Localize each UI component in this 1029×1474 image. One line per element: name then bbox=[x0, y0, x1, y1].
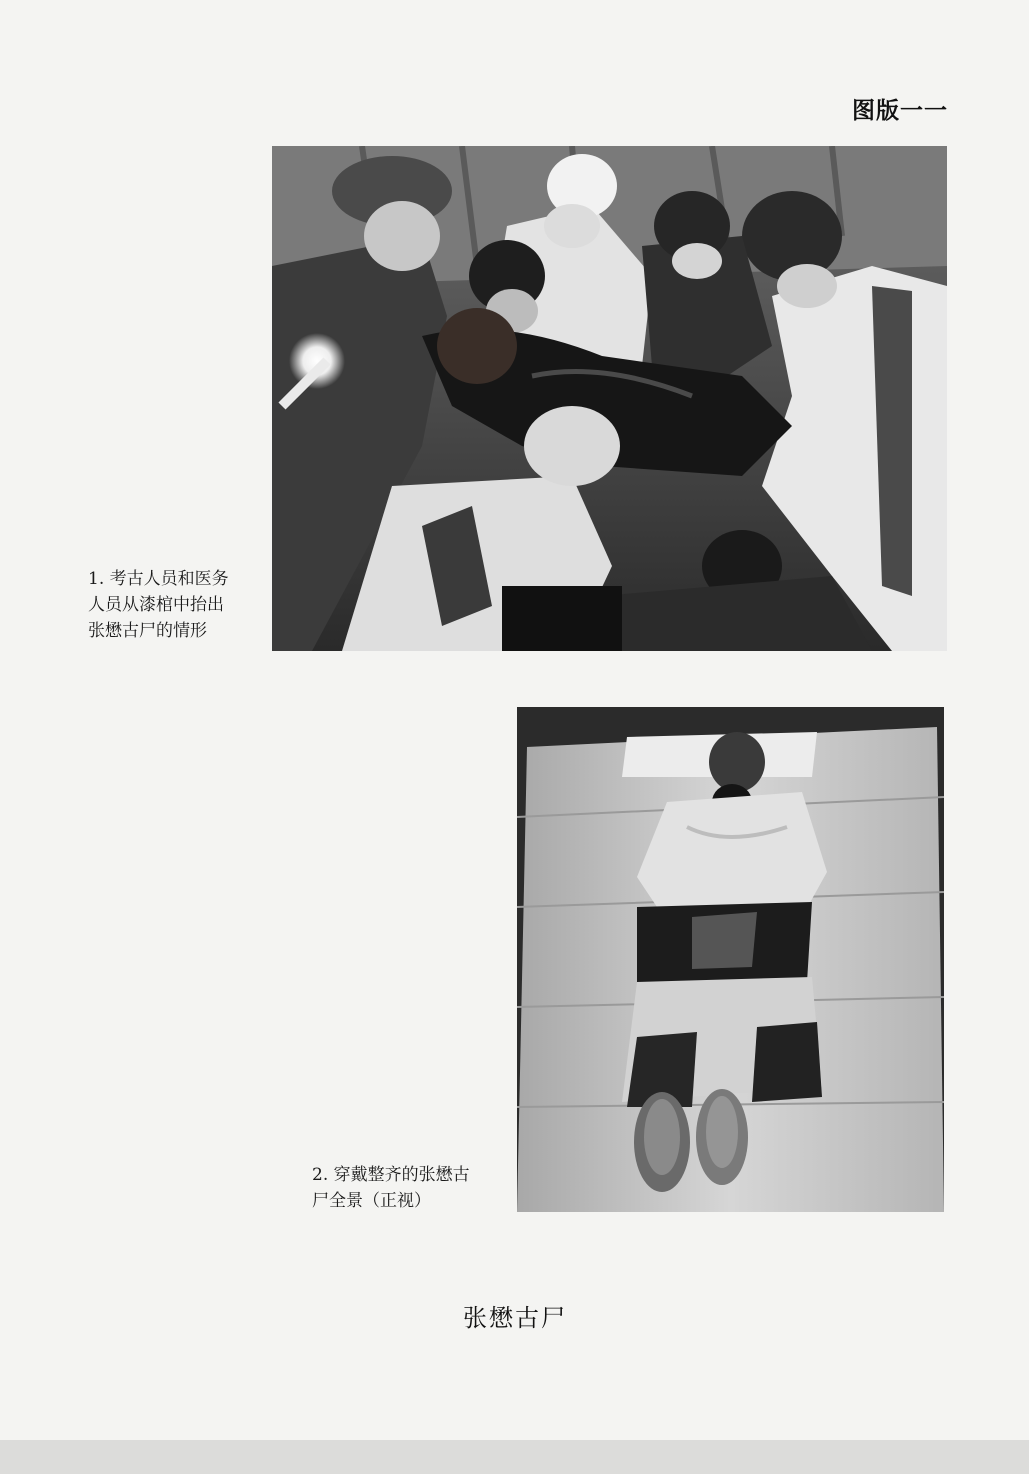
photo-excavation-scene bbox=[272, 146, 947, 651]
page-title: 张懋古尸 bbox=[463, 1304, 567, 1332]
plate-number-label: 图版一一 bbox=[852, 98, 948, 124]
caption-line: 2. 穿戴整齐的张懋古 bbox=[312, 1165, 470, 1185]
caption-line: 1. 考古人员和医务 bbox=[88, 569, 229, 589]
caption-line: 尸全景（正视） bbox=[312, 1191, 431, 1211]
page-bottom-edge bbox=[0, 1440, 1029, 1474]
figure-1-caption bbox=[88, 566, 270, 644]
figure-2-caption bbox=[312, 1162, 512, 1214]
caption-line: 张懋古尸的情形 bbox=[88, 621, 207, 641]
caption-line: 人员从漆棺中抬出 bbox=[88, 595, 224, 615]
photo-mummy-full-view bbox=[517, 707, 944, 1212]
